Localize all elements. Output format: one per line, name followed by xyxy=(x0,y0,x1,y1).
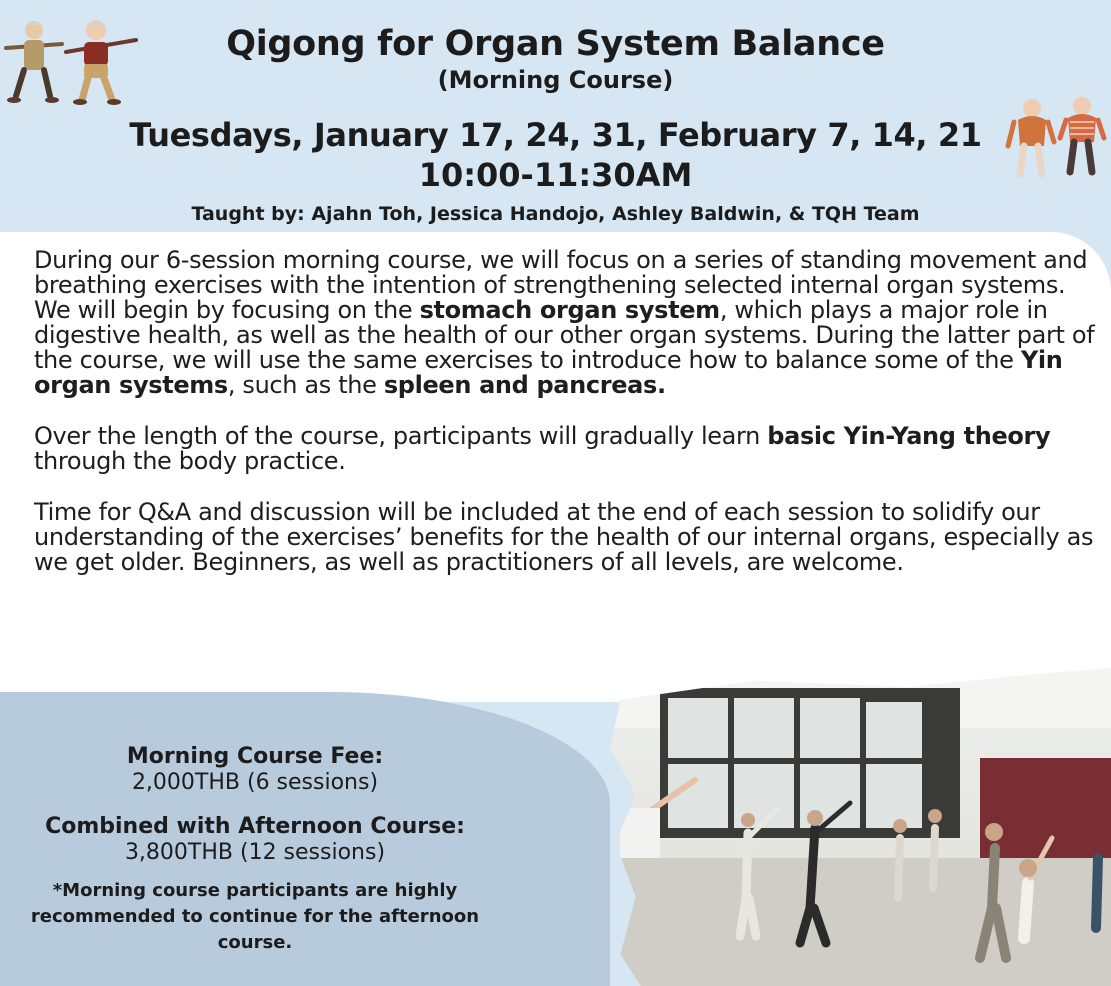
morning-fee-value: 2,000THB (6 sessions) xyxy=(131,770,379,795)
paragraph-3 xyxy=(34,500,1104,575)
course-time: 10:00-11:30AM xyxy=(418,156,693,194)
combined-fee-label: Combined with Afternoon Course: xyxy=(45,814,465,839)
header xyxy=(0,0,1111,240)
figure-right-1 xyxy=(1008,99,1054,174)
fee-block xyxy=(0,744,510,956)
morning-fee-label: Morning Course Fee: xyxy=(126,744,384,769)
page-title: Qigong for Organ System Balance xyxy=(226,24,885,64)
class-photo-scene xyxy=(600,668,1111,986)
course-description xyxy=(34,248,1104,601)
fee-note: *Morning course participants are highly recommended to continue for the afternoon course. xyxy=(30,880,480,953)
bold-phrase: Yin organ systems xyxy=(34,346,1063,399)
figure-left-2 xyxy=(66,20,136,105)
text-segment: Over the length of the course, participants will gradually learn xyxy=(34,422,768,450)
qigong-figures-right xyxy=(1004,96,1108,182)
figure-right-2 xyxy=(1060,97,1104,172)
text-segment: , such as the xyxy=(227,371,384,399)
combined-fee-value: 3,800THB (12 sessions) xyxy=(124,840,386,865)
bold-phrase: spleen and pancreas. xyxy=(383,371,666,399)
figure-left-1 xyxy=(6,21,62,103)
bold-phrase: stomach organ system xyxy=(419,296,720,324)
paragraph-2 xyxy=(34,424,1104,474)
course-dates: Tuesdays, January 17, 24, 31, February 7, 14, 21 xyxy=(129,116,982,154)
text-segment: During our 6-session morning course, we will focus on a series of standing movement and breathing exercises with the intention of strengthening selected internal organ systems. We will begin by focusing on the xyxy=(34,246,1088,324)
paragraph-1 xyxy=(34,248,1104,398)
teachers-line: Taught by: Ajahn Toh, Jessica Handojo, Ashley Baldwin, & TQH Team xyxy=(191,203,920,225)
qigong-figures-left xyxy=(4,14,140,110)
text-segment: Time for Q&A and discussion will be included at the end of each session to solidify our understanding of the exercises’ benefits for the health of our internal organs, especially as we get older. Beginners, as well as practitioners of all levels, are welcome. xyxy=(34,498,1094,576)
text-segment: through the body practice. xyxy=(34,447,346,475)
page-subtitle: (Morning Course) xyxy=(437,66,674,94)
bold-phrase: basic Yin-Yang theory xyxy=(767,422,1051,450)
class-photo xyxy=(600,668,1111,986)
text-segment: , which plays a major role in digestive health, as well as the health of our other organ systems. During the latter part of the course, we will use the same exercises to introduce how to balance some of the xyxy=(34,296,1095,374)
